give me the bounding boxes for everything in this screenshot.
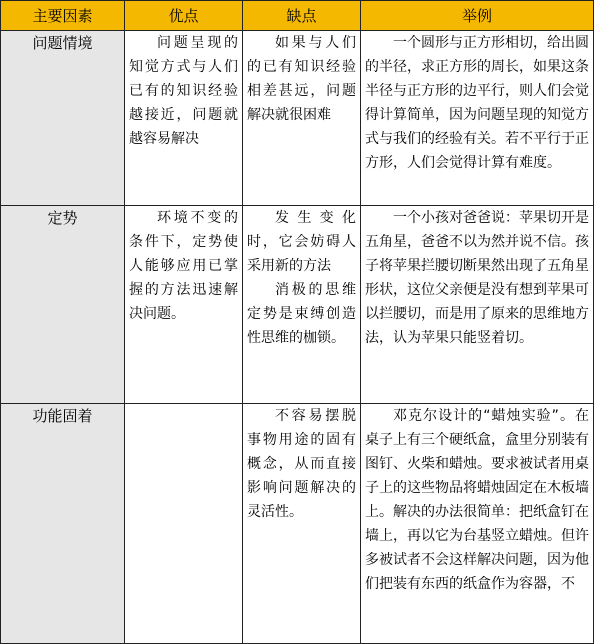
header-disadvantage: 缺点 xyxy=(243,1,361,31)
header-advantage: 优点 xyxy=(125,1,243,31)
advantage-cell: 环境不变的条件下，定势使人能够应用已掌握的方法迅速解决问题。 xyxy=(125,206,243,404)
factor-label: 定势 xyxy=(47,209,78,227)
example-cell: 一个圆形与正方形相切，给出圆的半径，求正方形的周长，如果这条半径与正方形的边平行，则人们会觉得计算简单，因为问题呈现的知觉方式与我们的经验有关。若不平行于正方形，人们会觉得计算有难度。 xyxy=(361,31,594,206)
example-cell: 邓克尔设计的“蜡烛实验”。在桌子上有三个硬纸盒，盒里分别装有图钉、火柴和蜡烛。要求被试者用桌子上的这些物品将蜡烛固定在木板墙上。解决的办法很简单：把纸盒钉在墙上，再以它为台基竖立蜡烛。但许多被试者不会这样解决问题，因为他们把装有东西的纸盒作为容器，不 xyxy=(361,404,594,644)
factor-label: 功能固着 xyxy=(32,407,93,425)
disadvantage-cell: 如果与人们的已有知识经验相差甚远，问题解决就很困难 xyxy=(243,31,361,206)
table-row xyxy=(1,206,594,404)
advantage-cell xyxy=(125,404,243,644)
factor-cell xyxy=(1,31,125,206)
disadvantage-paragraph: 消极的思维定势是束缚创造性思维的枷锁。 xyxy=(247,282,356,346)
disadvantage-paragraph: 发生变化时，它会妨碍人采用新的方法 xyxy=(247,210,356,274)
factor-cell xyxy=(1,206,125,404)
example-cell: 一个小孩对爸爸说：苹果切开是五角星，爸爸不以为然并说不信。孩子将苹果拦腰切断果然出现了五角星形状，这位父亲便是没有想到苹果可以拦腰切，而是用了原来的思维地方法，认为苹果只能竖着切。 xyxy=(361,206,594,404)
header-row xyxy=(1,1,594,31)
table-row xyxy=(1,31,594,206)
factor-label: 问题情境 xyxy=(32,34,93,52)
disadvantage-cell: 不容易摆脱事物用途的固有概念，从而直接影响问题解决的灵活性。 xyxy=(243,404,361,644)
disadvantage-cell xyxy=(243,206,361,404)
advantage-cell: 问题呈现的知觉方式与人们已有的知识经验越接近，问题就越容易解决 xyxy=(125,31,243,206)
header-example: 举例 xyxy=(361,1,594,31)
table-row xyxy=(1,404,594,644)
header-factor: 主要因素 xyxy=(1,1,125,31)
factor-cell xyxy=(1,404,125,644)
